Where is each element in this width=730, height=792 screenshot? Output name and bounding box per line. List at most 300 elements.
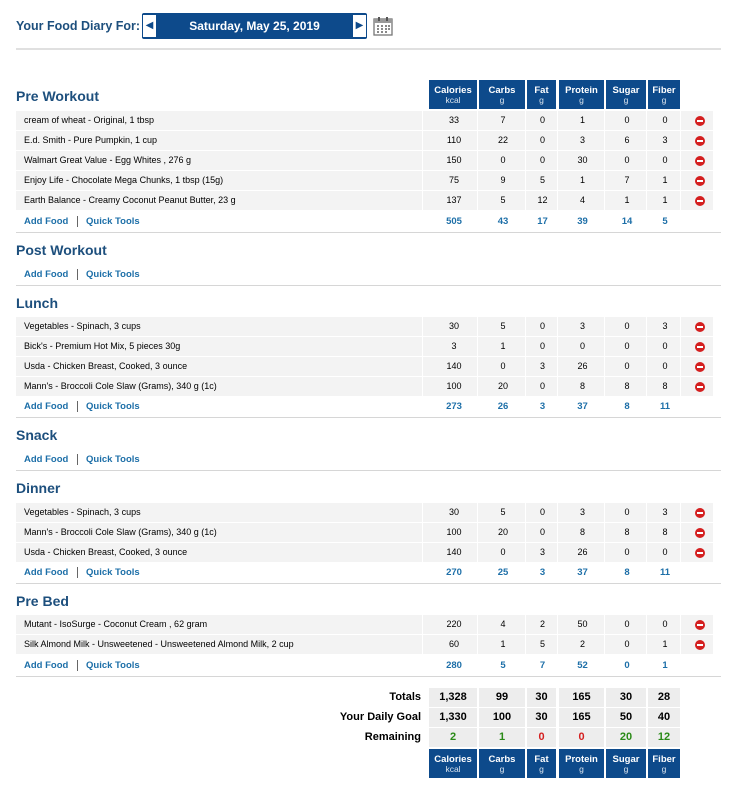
row-separator xyxy=(680,523,681,542)
row-separator xyxy=(646,111,647,130)
column-unit: g xyxy=(579,95,584,105)
row-separator xyxy=(646,171,647,190)
row-separator xyxy=(477,543,478,562)
food-sugar-value: 7 xyxy=(624,175,630,185)
food-calories-value: 220 xyxy=(446,619,462,629)
food-entry-row[interactable] xyxy=(16,151,713,170)
food-sugar-value: 6 xyxy=(624,135,630,145)
summary-goal-row xyxy=(16,708,713,727)
meal-actions-row xyxy=(16,656,713,675)
summary-goal-fat: 30 xyxy=(527,708,556,727)
row-separator xyxy=(525,171,526,190)
food-fiber-value: 0 xyxy=(662,155,668,165)
food-entry-row[interactable] xyxy=(16,337,713,356)
summary-goal-calories: 1,330 xyxy=(429,708,477,727)
food-calories-value: 150 xyxy=(446,155,462,165)
row-separator xyxy=(646,317,647,336)
row-separator xyxy=(557,151,558,170)
row-separator xyxy=(646,377,647,396)
summary-totals-row xyxy=(16,688,713,707)
meal-total-sugar: 0 xyxy=(624,660,630,671)
footer-col-protein xyxy=(559,749,604,778)
summary-totals-sugar: 30 xyxy=(606,688,646,707)
food-sugar-value: 8 xyxy=(624,527,630,537)
summary-remaining-label: Remaining xyxy=(364,731,421,743)
row-separator xyxy=(557,523,558,542)
row-separator xyxy=(525,377,526,396)
meal-divider xyxy=(16,470,721,471)
food-name[interactable]: Mann's - Broccoli Cole Slaw (Grams), 340 g (1c) xyxy=(24,527,217,537)
header-divider xyxy=(16,48,721,50)
food-protein-value: 3 xyxy=(579,321,585,331)
food-calories-value: 110 xyxy=(446,135,462,145)
food-protein-value: 4 xyxy=(579,195,585,205)
food-carbs-value: 20 xyxy=(497,381,508,391)
column-unit: kcal xyxy=(445,764,461,774)
food-entry-row[interactable] xyxy=(16,523,713,542)
food-sugar-value: 0 xyxy=(624,361,630,371)
summary-goal-label: Your Daily Goal xyxy=(339,711,421,723)
row-separator xyxy=(525,191,526,210)
row-separator xyxy=(557,503,558,522)
food-calories-value: 140 xyxy=(446,547,462,557)
diary-header xyxy=(16,13,716,39)
summary-remaining-fat: 0 xyxy=(527,728,556,747)
column-name: Protein xyxy=(565,754,598,765)
row-separator xyxy=(422,191,423,210)
row-separator xyxy=(604,377,605,396)
column-unit: g xyxy=(661,95,667,105)
food-name[interactable]: Vegetables - Spinach, 3 cups xyxy=(24,321,141,331)
row-separator xyxy=(680,503,681,522)
summary-remaining-protein: 0 xyxy=(559,728,604,747)
meal-total-carbs: 5 xyxy=(500,660,506,671)
row-separator xyxy=(525,111,526,130)
row-separator xyxy=(680,377,681,396)
summary-goal-fiber: 40 xyxy=(648,708,680,727)
remove-entry-icon[interactable] xyxy=(695,116,705,126)
food-fat-value: 0 xyxy=(539,527,545,537)
meal-title-post-workout: Post Workout xyxy=(16,242,107,258)
meal-actions-row xyxy=(16,265,713,284)
meal-divider xyxy=(16,676,721,677)
meal-title-pre-workout: Pre Workout xyxy=(16,88,99,104)
row-separator xyxy=(422,503,423,522)
remove-entry-icon[interactable] xyxy=(695,382,705,392)
meal-divider xyxy=(16,232,721,233)
row-separator xyxy=(557,131,558,150)
column-unit: g xyxy=(623,95,629,105)
food-calories-value: 30 xyxy=(448,507,459,517)
header-col-calories xyxy=(429,80,477,109)
row-separator xyxy=(680,317,681,336)
meal-total-fat: 3 xyxy=(539,401,546,412)
header-col-fiber xyxy=(648,80,680,109)
meal-title-snack: Snack xyxy=(16,427,58,443)
column-unit: g xyxy=(661,764,667,774)
footer-col-calories xyxy=(429,749,477,778)
food-name[interactable]: Enjoy Life - Chocolate Mega Chunks, 1 tbsp (15g) xyxy=(24,175,224,185)
row-separator xyxy=(477,151,478,170)
row-separator xyxy=(422,111,423,130)
row-separator xyxy=(680,615,681,634)
food-carbs-value: 5 xyxy=(500,507,506,517)
row-separator xyxy=(477,111,478,130)
meal-actions-row xyxy=(16,563,713,582)
header-col-carbs xyxy=(479,80,525,109)
food-entry-row[interactable] xyxy=(16,317,713,336)
remove-entry-icon[interactable] xyxy=(695,342,705,352)
food-protein-value: 3 xyxy=(579,507,585,517)
row-separator xyxy=(646,131,647,150)
row-separator xyxy=(477,357,478,376)
food-fiber-value: 8 xyxy=(662,381,668,391)
quick-tools-link[interactable]: Quick Tools xyxy=(86,567,140,578)
meal-total-calories: 270 xyxy=(446,567,462,578)
summary-totals-fat: 30 xyxy=(527,688,556,707)
row-separator xyxy=(557,191,558,210)
remove-entry-icon[interactable] xyxy=(695,508,705,518)
remove-entry-icon[interactable] xyxy=(695,640,705,650)
remove-entry-icon[interactable] xyxy=(695,528,705,538)
column-name: Protein xyxy=(565,85,598,96)
next-day-button[interactable]: ▶ xyxy=(352,14,367,38)
row-separator xyxy=(604,543,605,562)
food-protein-value: 8 xyxy=(579,527,585,537)
food-protein-value: 26 xyxy=(577,361,588,371)
food-protein-value: 30 xyxy=(577,155,588,165)
column-unit: g xyxy=(539,95,544,105)
food-sugar-value: 0 xyxy=(624,507,630,517)
row-separator xyxy=(604,615,605,634)
food-entry-row[interactable] xyxy=(16,191,713,210)
food-name[interactable]: Usda - Chicken Breast, Cooked, 3 ounce xyxy=(24,361,188,371)
summary-remaining-carbs: 1 xyxy=(479,728,525,747)
remove-entry-icon[interactable] xyxy=(695,136,705,146)
row-separator xyxy=(604,171,605,190)
food-name[interactable]: E.d. Smith - Pure Pumpkin, 1 cup xyxy=(24,135,158,145)
remove-entry-icon[interactable] xyxy=(695,196,705,206)
meal-total-fiber: 11 xyxy=(659,401,671,412)
food-entry-row[interactable] xyxy=(16,357,713,376)
row-separator xyxy=(680,191,681,210)
meal-total-carbs: 43 xyxy=(497,216,509,227)
header-col-protein xyxy=(559,80,604,109)
food-entry-row[interactable] xyxy=(16,503,713,522)
column-name: Carbs xyxy=(488,754,516,765)
food-name[interactable]: Earth Balance - Creamy Coconut Peanut Butter, 23 g xyxy=(24,195,236,205)
meal-total-sugar: 8 xyxy=(624,401,630,412)
food-protein-value: 8 xyxy=(579,381,585,391)
add-food-link[interactable]: Add Food xyxy=(24,660,69,671)
food-calories-value: 33 xyxy=(448,115,459,125)
meal-total-sugar: 14 xyxy=(621,216,633,227)
food-name[interactable]: Bick's - Premium Hot Mix, 5 pieces 30g xyxy=(24,341,181,351)
column-name: Fat xyxy=(534,85,549,96)
food-entry-row[interactable] xyxy=(16,111,713,130)
row-separator xyxy=(604,503,605,522)
food-sugar-value: 1 xyxy=(624,195,630,205)
food-fat-value: 0 xyxy=(539,321,545,331)
food-entry-row[interactable] xyxy=(16,543,713,562)
row-separator xyxy=(646,503,647,522)
quick-tools-link[interactable]: Quick Tools xyxy=(86,216,140,227)
quick-tools-link[interactable]: Quick Tools xyxy=(86,454,140,465)
row-separator xyxy=(477,191,478,210)
row-separator xyxy=(477,615,478,634)
row-separator xyxy=(604,635,605,654)
food-carbs-value: 20 xyxy=(497,527,508,537)
food-fat-value: 0 xyxy=(539,381,545,391)
summary-totals-carbs: 99 xyxy=(479,688,525,707)
current-date: Saturday, May 25, 2019 xyxy=(189,19,320,33)
summary-totals-protein: 165 xyxy=(559,688,604,707)
summary-remaining-row xyxy=(16,728,713,747)
meal-total-fiber: 11 xyxy=(659,567,671,578)
row-separator xyxy=(525,151,526,170)
footer-col-fiber xyxy=(648,749,680,778)
column-unit: g xyxy=(623,764,629,774)
food-calories-value: 60 xyxy=(448,639,459,649)
row-separator xyxy=(646,543,647,562)
previous-day-button[interactable]: ◀ xyxy=(142,14,157,38)
food-protein-value: 50 xyxy=(577,619,588,629)
row-separator xyxy=(646,635,647,654)
row-separator xyxy=(477,523,478,542)
row-separator xyxy=(477,377,478,396)
row-separator xyxy=(525,635,526,654)
food-fat-value: 3 xyxy=(539,547,545,557)
row-separator xyxy=(646,337,647,356)
food-carbs-value: 5 xyxy=(500,321,506,331)
food-name[interactable]: Silk Almond Milk - Unsweetened - Unsweetened Almond Milk, 2 cup xyxy=(24,639,294,649)
summary-remaining-sugar: 20 xyxy=(606,728,646,747)
row-separator xyxy=(422,635,423,654)
food-carbs-value: 0 xyxy=(500,155,506,165)
row-separator xyxy=(646,357,647,376)
link-divider xyxy=(77,216,78,227)
row-separator xyxy=(557,377,558,396)
row-separator xyxy=(557,615,558,634)
row-separator xyxy=(680,337,681,356)
food-fiber-value: 1 xyxy=(662,639,668,649)
column-unit: g xyxy=(499,764,505,774)
add-food-link[interactable]: Add Food xyxy=(24,216,69,227)
food-fiber-value: 3 xyxy=(662,135,668,145)
food-name[interactable]: Mann's - Broccoli Cole Slaw (Grams), 340 g (1c) xyxy=(24,381,217,391)
food-carbs-value: 22 xyxy=(497,135,508,145)
add-food-link[interactable]: Add Food xyxy=(24,454,69,465)
row-separator xyxy=(604,317,605,336)
row-separator xyxy=(680,151,681,170)
column-name: Fiber xyxy=(652,754,676,765)
row-separator xyxy=(604,523,605,542)
food-calories-value: 3 xyxy=(451,341,457,351)
column-name: Calories xyxy=(434,754,472,765)
food-calories-value: 100 xyxy=(446,527,462,537)
row-separator xyxy=(557,337,558,356)
row-separator xyxy=(525,503,526,522)
row-separator xyxy=(557,111,558,130)
food-sugar-value: 0 xyxy=(624,547,630,557)
row-separator xyxy=(646,191,647,210)
quick-tools-link[interactable]: Quick Tools xyxy=(86,269,140,280)
row-separator xyxy=(604,111,605,130)
remove-entry-icon[interactable] xyxy=(695,362,705,372)
meal-actions-row xyxy=(16,212,713,231)
remove-entry-icon[interactable] xyxy=(695,156,705,166)
row-separator xyxy=(604,357,605,376)
food-sugar-value: 0 xyxy=(624,619,630,629)
row-separator xyxy=(646,615,647,634)
row-separator xyxy=(477,171,478,190)
meal-title-lunch: Lunch xyxy=(16,295,58,311)
food-carbs-value: 1 xyxy=(500,639,506,649)
row-separator xyxy=(422,171,423,190)
food-calories-value: 30 xyxy=(448,321,459,331)
quick-tools-link[interactable]: Quick Tools xyxy=(86,401,140,412)
add-food-link[interactable]: Add Food xyxy=(24,567,69,578)
food-carbs-value: 9 xyxy=(500,175,506,185)
food-fiber-value: 0 xyxy=(662,115,668,125)
link-divider xyxy=(77,660,78,671)
meal-divider xyxy=(16,583,721,584)
meal-total-calories: 280 xyxy=(446,660,462,671)
row-separator xyxy=(422,151,423,170)
meal-total-fat: 7 xyxy=(539,660,546,671)
food-protein-value: 26 xyxy=(577,547,588,557)
summary-totals-label: Totals xyxy=(389,691,421,703)
meal-total-fat: 3 xyxy=(539,567,546,578)
link-divider xyxy=(77,454,78,465)
quick-tools-link[interactable]: Quick Tools xyxy=(86,660,140,671)
food-entry-row[interactable] xyxy=(16,131,713,150)
food-entry-row[interactable] xyxy=(16,635,713,654)
footer-col-carbs xyxy=(479,749,525,778)
row-separator xyxy=(604,151,605,170)
summary-goal-carbs: 100 xyxy=(479,708,525,727)
food-calories-value: 75 xyxy=(448,175,459,185)
add-food-link[interactable]: Add Food xyxy=(24,269,69,280)
meal-total-carbs: 25 xyxy=(497,567,509,578)
column-name: Sugar xyxy=(612,85,640,96)
food-sugar-value: 8 xyxy=(624,381,630,391)
column-unit: g xyxy=(499,95,505,105)
food-fat-value: 0 xyxy=(539,115,545,125)
food-name[interactable]: cream of wheat - Original, 1 tbsp xyxy=(24,115,155,125)
row-separator xyxy=(422,131,423,150)
meal-total-carbs: 26 xyxy=(497,401,509,412)
remove-entry-icon[interactable] xyxy=(695,176,705,186)
row-separator xyxy=(646,151,647,170)
food-entry-row[interactable] xyxy=(16,171,713,190)
remove-entry-icon[interactable] xyxy=(695,620,705,630)
row-separator xyxy=(557,171,558,190)
meal-total-fat: 17 xyxy=(537,216,548,227)
food-entry-row[interactable] xyxy=(16,615,713,634)
food-calories-value: 140 xyxy=(446,361,462,371)
row-separator xyxy=(680,131,681,150)
food-name[interactable]: Usda - Chicken Breast, Cooked, 3 ounce xyxy=(24,547,188,557)
link-divider xyxy=(77,269,78,280)
food-sugar-value: 0 xyxy=(624,115,630,125)
food-protein-value: 1 xyxy=(579,175,585,185)
row-separator xyxy=(646,523,647,542)
food-fat-value: 5 xyxy=(539,175,545,185)
row-separator xyxy=(557,543,558,562)
column-unit: g xyxy=(539,764,544,774)
column-name: Fiber xyxy=(652,85,676,96)
row-separator xyxy=(680,111,681,130)
column-name: Carbs xyxy=(488,85,516,96)
column-name: Sugar xyxy=(612,754,640,765)
row-separator xyxy=(422,543,423,562)
row-separator xyxy=(680,171,681,190)
row-separator xyxy=(525,131,526,150)
food-calories-value: 100 xyxy=(446,381,462,391)
food-protein-value: 3 xyxy=(579,135,585,145)
food-fat-value: 3 xyxy=(539,361,545,371)
remove-entry-icon[interactable] xyxy=(695,548,705,558)
meal-total-sugar: 8 xyxy=(624,567,630,578)
header-col-sugar xyxy=(606,80,646,109)
row-separator xyxy=(422,317,423,336)
link-divider xyxy=(77,567,78,578)
food-entry-row[interactable] xyxy=(16,377,713,396)
footer-col-sugar xyxy=(606,749,646,778)
row-separator xyxy=(477,635,478,654)
food-carbs-value: 4 xyxy=(500,619,506,629)
summary-totals-fiber: 28 xyxy=(648,688,680,707)
meal-total-calories: 505 xyxy=(446,216,462,227)
row-separator xyxy=(525,317,526,336)
meal-total-calories: 273 xyxy=(446,401,462,412)
row-separator xyxy=(525,523,526,542)
row-separator xyxy=(604,337,605,356)
row-separator xyxy=(680,543,681,562)
meal-total-protein: 37 xyxy=(577,567,588,578)
add-food-link[interactable]: Add Food xyxy=(24,401,69,412)
remove-entry-icon[interactable] xyxy=(695,322,705,332)
food-fat-value: 5 xyxy=(539,639,545,649)
food-sugar-value: 0 xyxy=(624,155,630,165)
row-separator xyxy=(477,503,478,522)
calendar-icon[interactable] xyxy=(373,16,393,36)
date-picker xyxy=(142,13,367,39)
meal-total-protein: 39 xyxy=(577,216,588,227)
food-name[interactable]: Mutant - IsoSurge - Coconut Cream , 62 gram xyxy=(24,619,208,629)
footer-col-fat xyxy=(527,749,556,778)
meal-title-dinner: Dinner xyxy=(16,480,61,496)
food-name[interactable]: Vegetables - Spinach, 3 cups xyxy=(24,507,141,517)
food-calories-value: 137 xyxy=(446,195,462,205)
food-fiber-value: 3 xyxy=(662,321,668,331)
food-fat-value: 0 xyxy=(539,155,545,165)
food-protein-value: 1 xyxy=(579,115,585,125)
row-separator xyxy=(422,523,423,542)
food-protein-value: 0 xyxy=(579,341,585,351)
food-name[interactable]: Walmart Great Value - Egg Whites , 276 g xyxy=(24,155,192,165)
food-sugar-value: 0 xyxy=(624,341,630,351)
row-separator xyxy=(557,635,558,654)
header-col-fat xyxy=(527,80,556,109)
column-name: Fat xyxy=(534,754,549,765)
food-fiber-value: 3 xyxy=(662,507,668,517)
food-fiber-value: 8 xyxy=(662,527,668,537)
row-separator xyxy=(557,317,558,336)
row-separator xyxy=(477,317,478,336)
food-carbs-value: 0 xyxy=(500,361,506,371)
